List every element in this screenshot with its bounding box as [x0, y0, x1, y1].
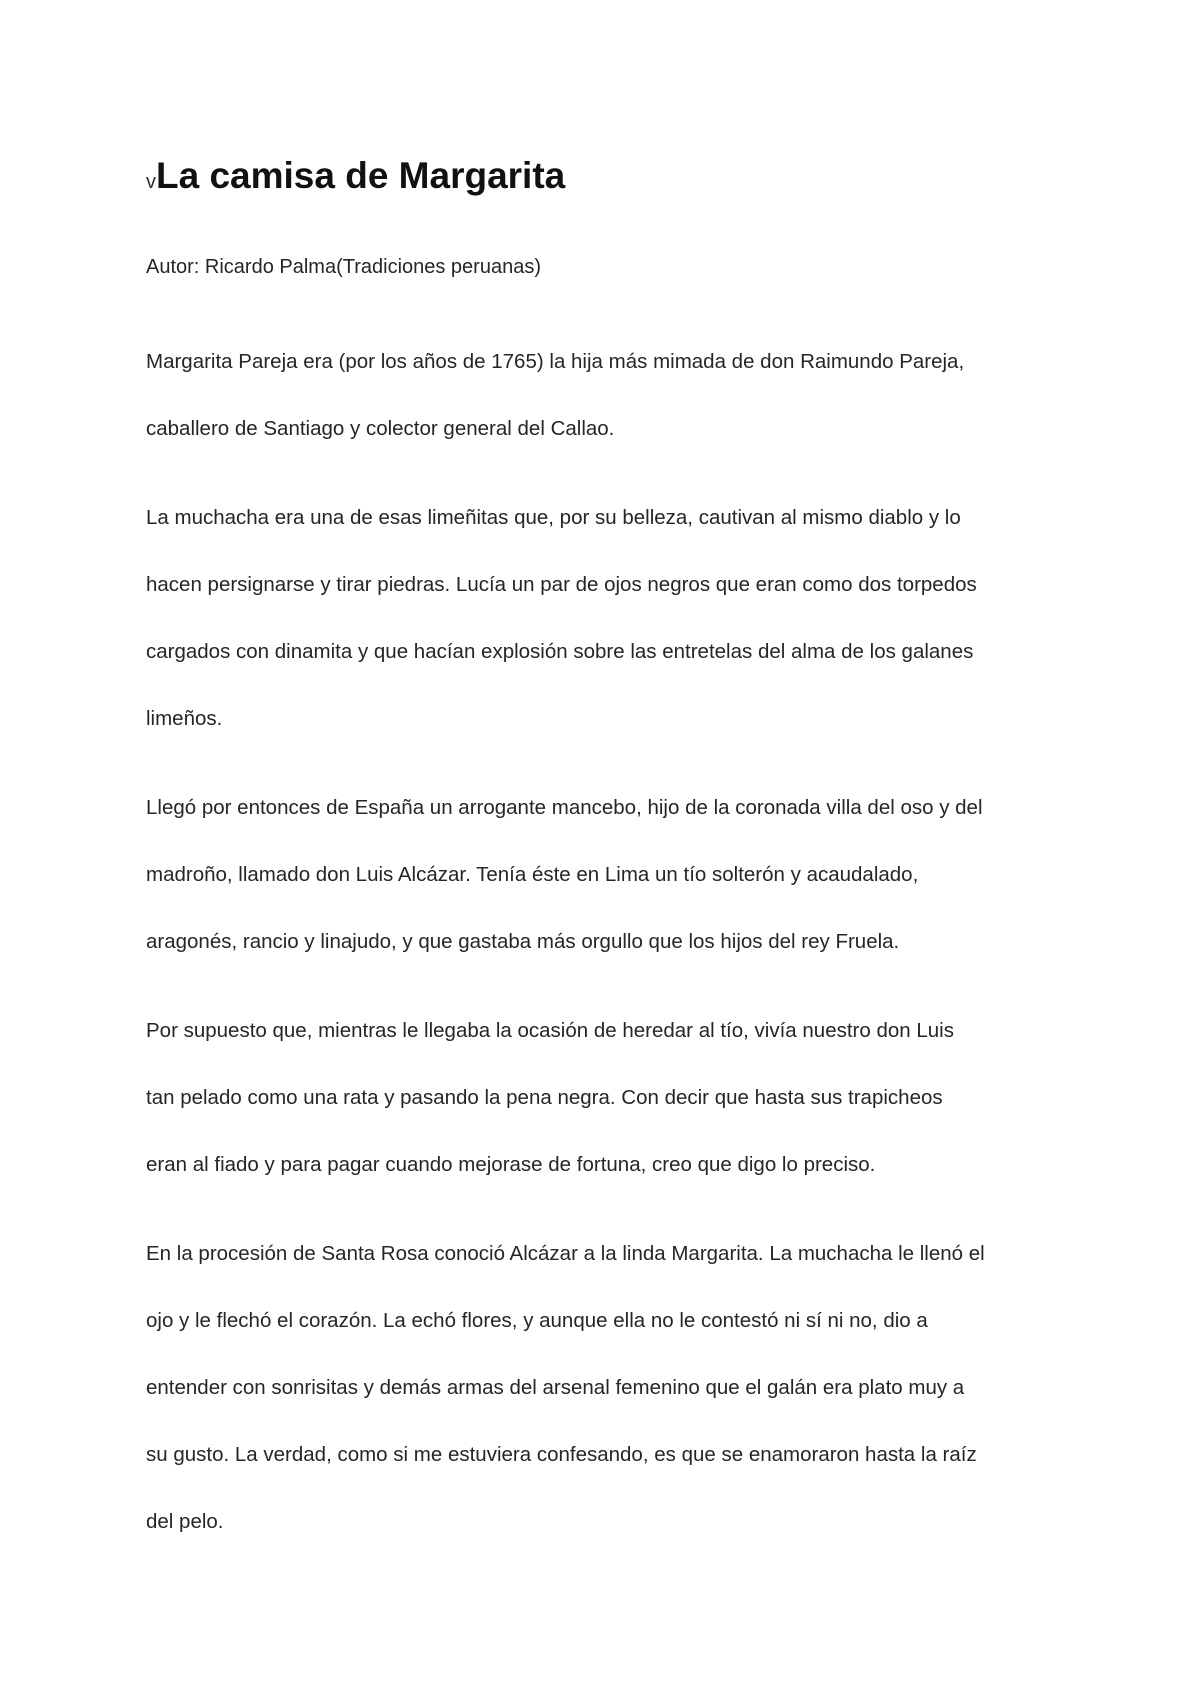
document-title: [146, 150, 1076, 208]
paragraph-line: La muchacha era una de esas limeñitas que, por su belleza, cautivan al mismo diablo y lo: [146, 506, 961, 529]
paragraph-line: Por supuesto que, mientras le llegaba la ocasión de heredar al tío, vivía nuestro don Luis: [146, 1019, 954, 1042]
paragraph: [146, 997, 1076, 1198]
paragraph-line: entender con sonrisitas y demás armas del arsenal femenino que el galán era plato muy a: [146, 1376, 965, 1399]
document-body: [146, 150, 1076, 1577]
author-line: Autor: Ricardo Palma(Tradiciones peruanas): [146, 256, 541, 278]
paragraph-line: aragonés, rancio y linajudo, y que gastaba más orgullo que los hijos del rey Fruela.: [146, 930, 900, 953]
paragraphs: [146, 328, 1076, 1555]
paragraph-line: En la procesión de Santa Rosa conoció Alcázar a la linda Margarita. La muchacha le llenó el: [146, 1242, 985, 1265]
title-text: La camisa de Margarita: [156, 155, 566, 196]
paragraph-line: Llegó por entonces de España un arrogante mancebo, hijo de la coronada villa del oso y del: [146, 796, 983, 819]
paragraph: [146, 1220, 1076, 1555]
paragraph-line: caballero de Santiago y colector general del Callao.: [146, 417, 615, 440]
paragraph-line: eran al fiado y para pagar cuando mejorase de fortuna, creo que digo lo preciso.: [146, 1153, 876, 1176]
paragraph-line: tan pelado como una rata y pasando la pena negra. Con decir que hasta sus trapicheos: [146, 1086, 943, 1109]
paragraph-line: su gusto. La verdad, como si me estuviera confesando, es que se enamoraron hasta la raíz: [146, 1443, 977, 1466]
title-marker: v: [146, 171, 156, 193]
paragraph-line: cargados con dinamita y que hacían explosión sobre las entretelas del alma de los galanes: [146, 640, 974, 663]
paragraph: [146, 774, 1076, 975]
paragraph-line: ojo y le flechó el corazón. La echó flores, y aunque ella no le contestó ni sí ni no, dio a: [146, 1309, 928, 1332]
paragraph-line: hacen persignarse y tirar piedras. Lucía un par de ojos negros que eran como dos torpedos: [146, 573, 977, 596]
paragraph: [146, 484, 1076, 752]
paragraph-line: Margarita Pareja era (por los años de 1765) la hija más mimada de don Raimundo Pareja,: [146, 350, 965, 373]
paragraph-line: del pelo.: [146, 1510, 224, 1533]
paragraph-line: madroño, llamado don Luis Alcázar. Tenía éste en Lima un tío solterón y acaudalado,: [146, 863, 919, 886]
paragraph: [146, 328, 1076, 462]
paragraph-line: limeños.: [146, 707, 223, 730]
